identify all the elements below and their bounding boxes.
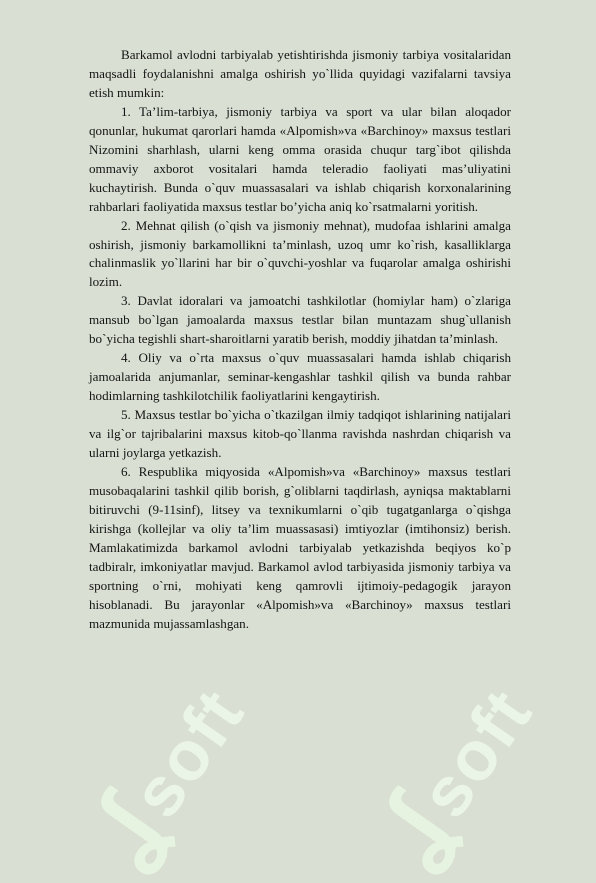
watermark-right [352,661,553,883]
document-page [89,46,511,634]
list-paragraph-4: 4. Oliy va o`rta maxsus o`quv muassasalari hamda ishlab chiqarish jamoalarida anjumanlar, seminar-kengashlar tashkil qilish va bunda rahbar hodimlarning tashkilotchilik faoliyatlarini kengaytirish. [89,350,511,404]
intro-paragraph: Barkamol avlodni tarbiyalab yetishtirishda jismoniy tarbiya vositalaridan maqsadli foydalanishni amalga oshirish yo`llida quyidagi vazifalarni tavsiya etish mumkin: [89,47,511,100]
list-paragraph-1: 1. Ta’lim-tarbiya, jismoniy tarbiya va sport va ular bilan aloqador qonunlar, hukumat qarorlari hamda «Alpomish»va «Barchinoy» maxsus testlari Nizomini sharhlash, ularni keng omma orasida chuqur targ`ibot qilishda ommaviy axborot vositalari hamda teleradio faoliyati mas’uliyatini kuchaytirish. Bunda o`quv muassasalari va ishlab chiqarish korxonalarining rahbarlari faoliyatida maxsus testlar bo’yicha aniq ko`rsatmalarni yoritish. [89,103,511,214]
watermark-left [64,661,265,883]
list-paragraph-5: 5. Maxsus testlar bo`yicha o`tkazilgan ilmiy tadqiqot ishlarining natijalari va ilg`or tajribalarini maxsus kitob-qo`llanma ravishda nashrdan chiqarish va ularni joylarga yetkazish. [89,407,511,461]
watermark-logo-icon: ʆ [64,778,183,882]
watermark-text: soft [116,674,259,832]
watermark-logo-icon: ʆ [352,778,471,882]
list-paragraph-6: 6. Respublika miqyosida «Alpomish»va «Barchinoy» maxsus testlari musobaqalarini tashkil qilib borish, g`oliblarni taqdirlash, ayniqsa maktablarni bitiruvchi (9-11sinf), litsey va texnikumlarni o`qib tugatganlarga o`qishga kirishga (kollejlar va oliy ta’lim muassasasi) imtiyozlar (imtihonsiz) berish. Mamlakatimizda barkamol avlodni tarbiyalab yetkazishda beqiyos ko`p tadbiralr, imkoniyatlar mavjud. Barkamol avlod tarbiyasida jismoniy tarbiya va sportning o`rni, mohiyati keng qamrovli ijtimoiy-pedagogik jarayon hisoblanadi. Bu jarayonlar «Alpomish»va «Barchinoy» maxsus testlari mazmunida mujassamlashgan. [89,463,511,631]
watermark-text: soft [404,674,547,832]
list-paragraph-3: 3. Davlat idoralari va jamoatchi tashkilotlar (homiylar ham) o`zlariga mansub bo`lgan jamoalarda maxsus testlar bilan muntazam shug`ullanish bo`yicha tegishli shart-sharoitlarni yaratib berish, moddiy jihatdan ta’minlash. [89,293,511,347]
list-paragraph-2: 2. Mehnat qilish (o`qish va jismoniy mehnat), mudofaa ishlarini amalga oshirish, jismoniy barkamollikni ta’minlash, uzoq umr ko`rish, kasalliklarga chalinmaslik yo`llarini har bir o`quvchi-yoshlar va fuqarolar amalga oshirishi lozim. [89,217,511,290]
